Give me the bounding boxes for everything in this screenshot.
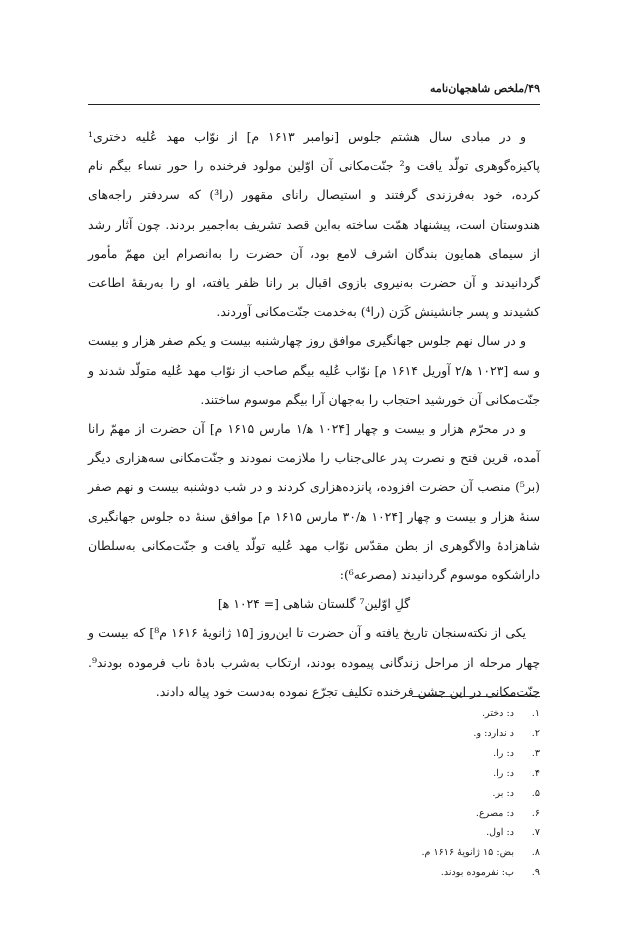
footnote-number: ۳. xyxy=(531,747,540,759)
verse-line: گلِ اوّلین⁷ گلستان شاهی [= ۱۰۲۴ ه‍] xyxy=(217,596,411,612)
footnote xyxy=(88,804,540,824)
footnote-text: د: دختر. xyxy=(482,708,514,719)
footnote-number: ۴. xyxy=(531,767,540,779)
paragraph: و در محرّم هزار و بیست و چهار [۱۰۲۴ ه‍/۱ مارس ۱۶۱۵ م] آن حضرت از مهمّ رانا آمده، قرین فتح و نصرت پدر عالی‌جناب را ملازمت نمودند و جنّت‌مکانی سه‌هزاری دیگر (بر⁵) منصب آن حضرت افزوده، پانزده‌هزاری کردند و در شب دوشنبه بیست و نهم صفر سنهٔ هزار و بیست و چهار [۱۰۲۴ ه‍/۳۰ مارس ۱۶۱۵ م] موافق سنهٔ ده جلوس جهانگیری شاهزادهٔ والاگوهری از بطن مقدّس نوّاب مهد عُلیه تولّد یافت و جنّت‌مکانی به‌سلطان داراشکوه موسوم گردانیدند (مصرعه⁶): xyxy=(88,421,540,583)
footnote xyxy=(88,744,540,764)
header-title: ۴۹/ملخص شاهجهان‌نامه xyxy=(430,82,540,95)
running-header xyxy=(88,82,540,104)
footnote xyxy=(88,764,540,784)
footnote xyxy=(88,863,540,883)
footnote-number: ۶. xyxy=(531,807,540,819)
footnote xyxy=(88,784,540,804)
paragraph: یکی از نکته‌سنجان تاریخ یافته و آن حضرت تا این‌روز [۱۵ ژانویهٔ ۱۶۱۶ م⁸] که بیست و چهار مرحله از مراحل زندگانی پیموده بودند، ارتکاب به‌شرب بادهٔ ناب فرموده بودند⁹. جنّت‌مکانی در این جشن فرخنده تکلیف تجرّع نموده به‌دست خود پیاله دادند. xyxy=(88,625,540,699)
footnotes xyxy=(88,704,540,883)
main-text xyxy=(88,122,540,706)
footnote-divider xyxy=(412,696,540,697)
footnote xyxy=(88,724,540,744)
footnote-number: ۸. xyxy=(531,847,540,859)
footnote-number: ۱. xyxy=(531,708,540,719)
footnote-text: د: بر. xyxy=(492,787,514,799)
footnote-number: ۹. xyxy=(531,867,540,879)
footnote-text: ب: نفرموده بودند. xyxy=(440,867,514,879)
paragraph: و در مبادی سال هشتم جلوس [نوامبر ۱۶۱۳ م] از نوّاب مهد عُلیه دختری¹ پاکیزه‌گوهری تولّد یافت و² جنّت‌مکانی آن اوّلین مولود فرخنده را حور نساء بیگم نام کرده، خود به‌فرزندی گرفتند و استیصال رانای مقهور (را³) که سردفتر راجه‌های هندوستان است، پیشنهاد همّت ساخته به‌این قصد تشریف به‌اجمیر بردند. چون آثار رشد از سیمای همایون بندگان اشرف لامع بود، آن حضرت را به‌انصرام این مهمّ مأمور گردانیدند و آن حضرت به‌نیروی بازوی اقبال بر رانا ظفر یافته، او را به‌ربقهٔ اطاعت کشیدند و پسر جانشینش کَرَن (را⁴) به‌خدمت جنّت‌مکانی آوردند. xyxy=(88,129,540,320)
paragraph: و در سال نهم جلوس جهانگیری موافق روز چهارشنبه بیست و یکم صفر هزار و بیست و سه [۱۰۲۳ ه‍/۲ آوریل ۱۶۱۴ م] نوّاب عُلیه بیگم صاحب از نوّاب مهد عُلیه متولّد شدند و جنّت‌مکانی آن خورشید احتجاب را به‌جهان آرا بیگم موسوم ساختند. xyxy=(88,333,540,407)
footnote-text: بض: ۱۵ ژانویهٔ ۱۶۱۶ م. xyxy=(421,847,514,859)
footnote-text: د ندارد: و. xyxy=(473,727,514,739)
footnote-text: د: اول. xyxy=(486,827,514,839)
footnote-number: ۷. xyxy=(531,827,540,839)
footnote-text: د: را. xyxy=(493,767,514,779)
footnote xyxy=(88,843,540,863)
footnote xyxy=(88,704,540,724)
footnote-number: ۵. xyxy=(531,787,540,799)
footnote-text: د: مصرع. xyxy=(475,807,514,819)
footnote-text: د: را. xyxy=(493,747,514,759)
footnote-number: ۲. xyxy=(531,727,540,739)
header-divider xyxy=(88,104,540,105)
footnote xyxy=(88,823,540,843)
